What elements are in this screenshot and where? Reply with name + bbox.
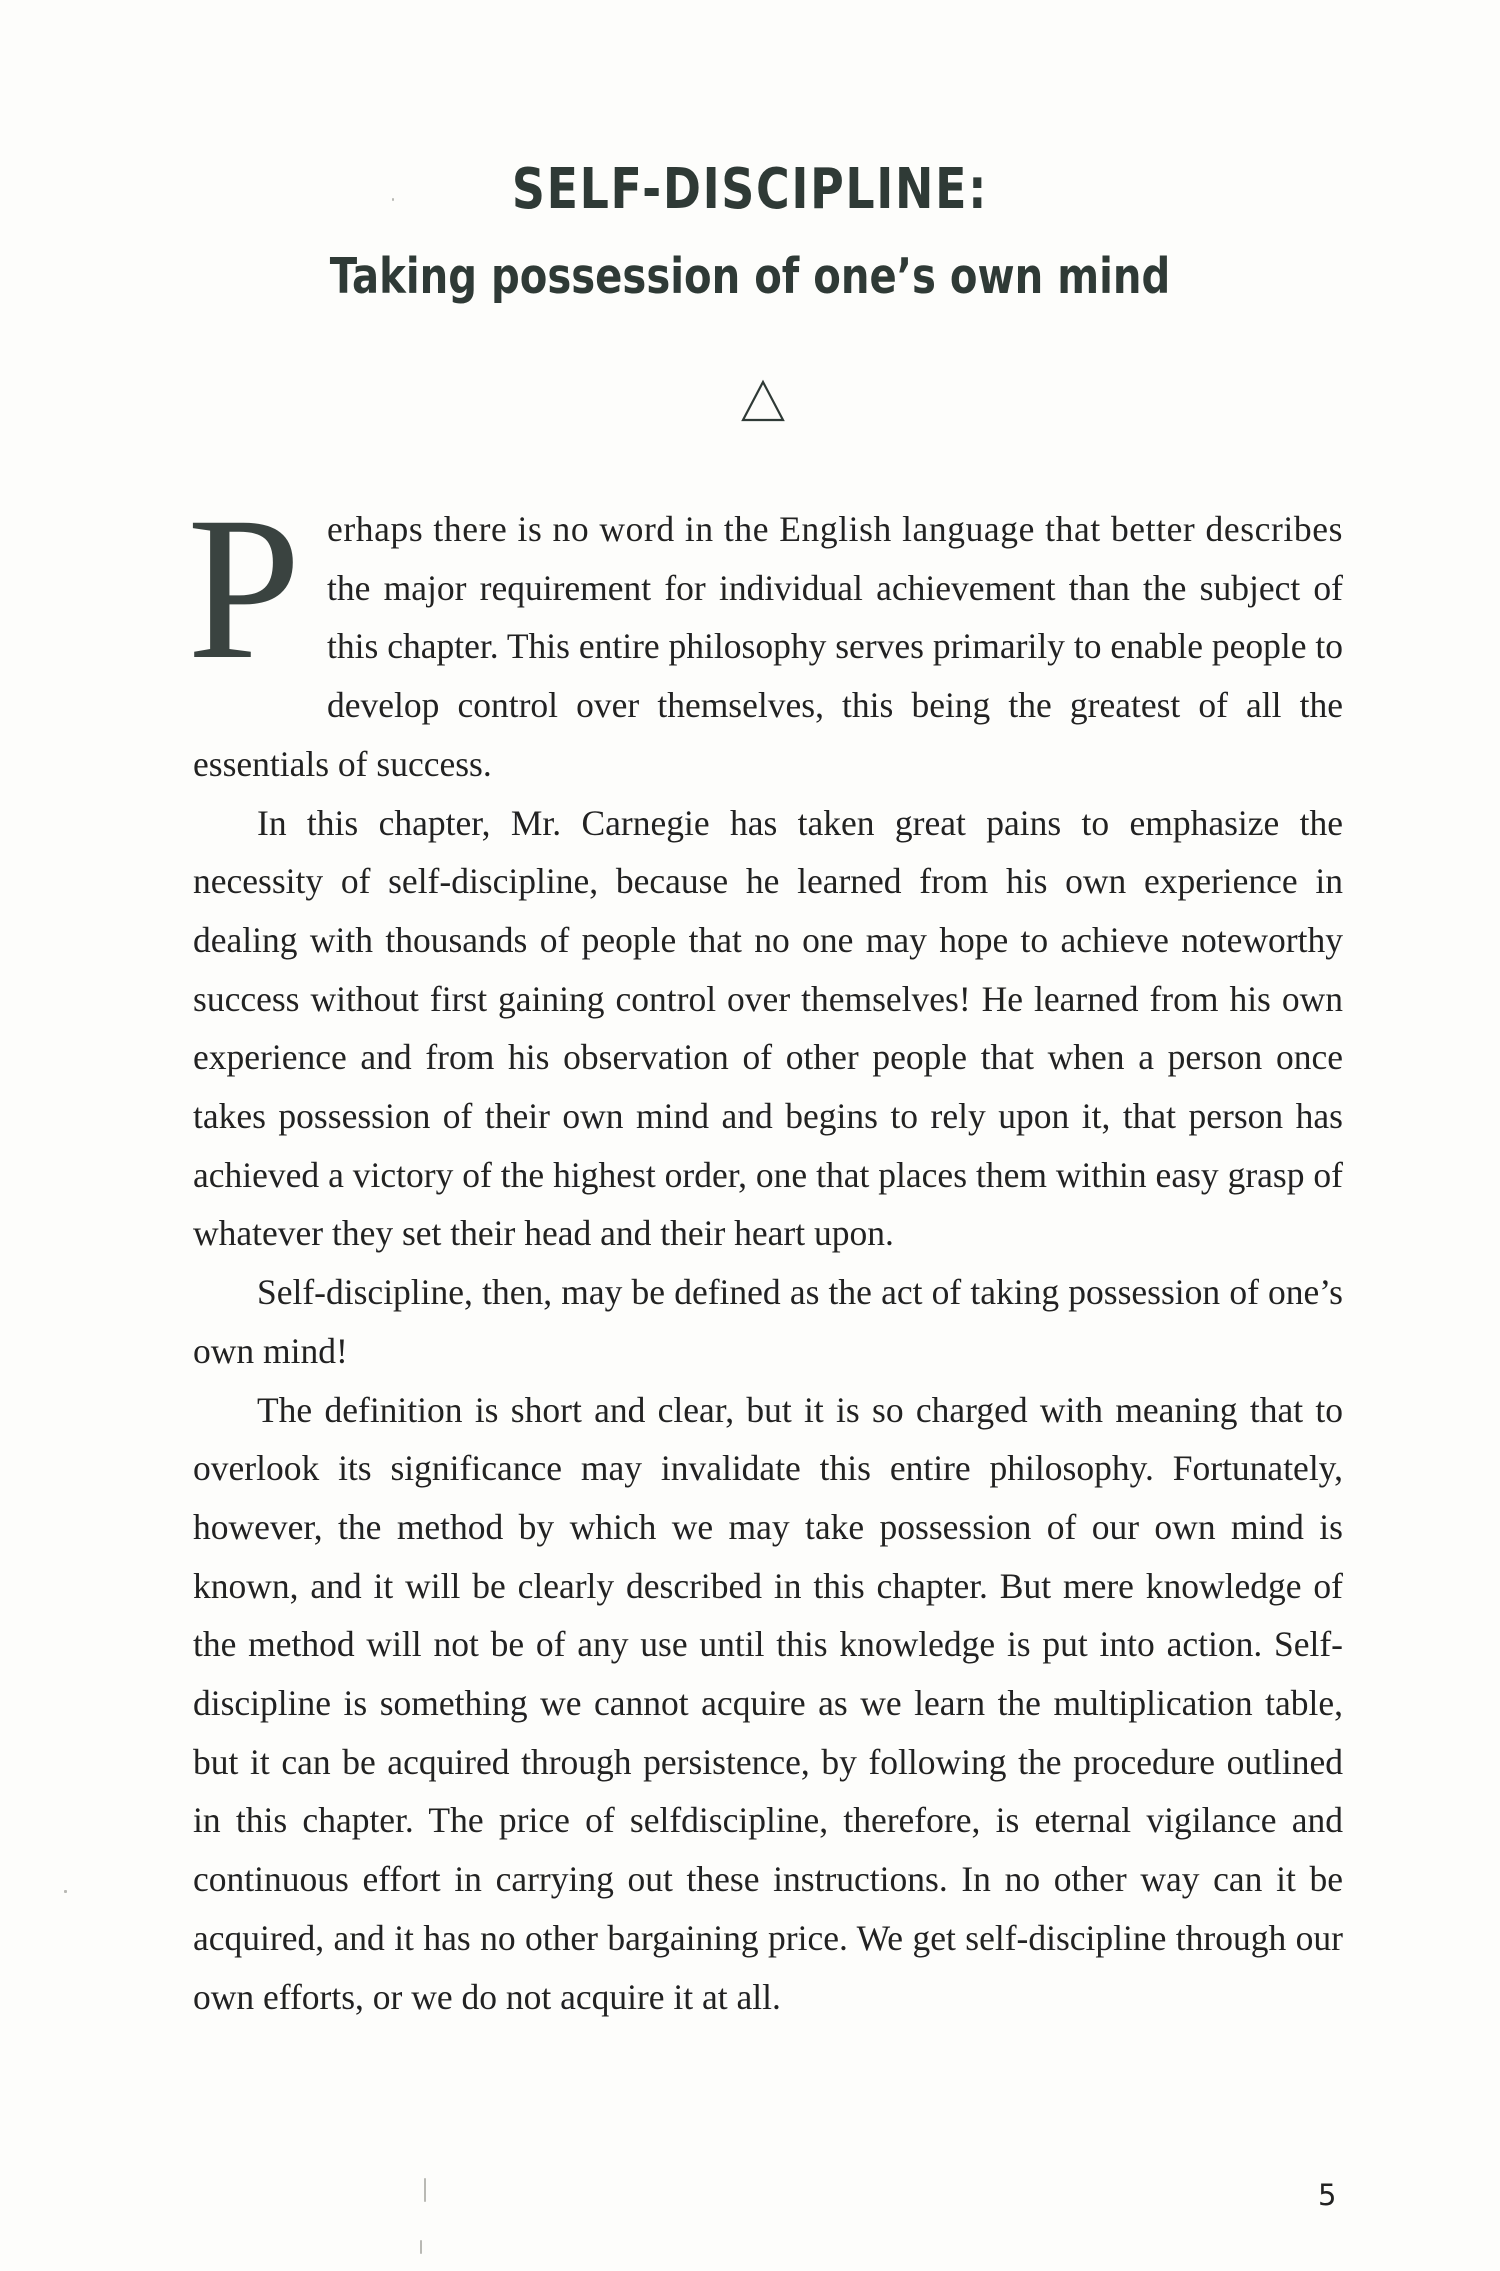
scan-speck <box>64 1890 67 1893</box>
opening-paragraph <box>187 475 1343 794</box>
chapter-title: SELF-DISCIPLINE: <box>511 157 989 222</box>
paragraph-text: erhaps there is no word in the English language that better describes the major requirement for individual achievement than the subject of this chapter. This entire philosophy serves primarily to enable people to develop control over themselves, this being the greatest of all the essentials of success. <box>193 509 1343 784</box>
paragraph: Self-discipline, then, may be defined as the act of taking possession of one’s own mind! <box>193 1272 1343 1371</box>
drop-cap: P <box>187 475 302 702</box>
paragraph: In this chapter, Mr. Carnegie has taken great pains to emphasize the necessity of self-discipline, because he learned from his own experience in dealing with thousands of people that no one may hope to achieve noteworthy success without first gaining control over themselves! He learned from his own experience and from his observation of other people that when a person once takes possession of their own mind and begins to rely upon it, that person has achieved a victory of the highest order, one that places them within easy grasp of whatever they set their head and their heart upon. <box>193 802 1343 1254</box>
scan-speck <box>392 198 394 201</box>
scan-speck <box>420 2240 422 2254</box>
page-number: 5 <box>1318 2178 1337 2212</box>
chapter-subtitle: Taking possession of one’s own mind <box>329 248 1171 305</box>
chapter-body <box>187 475 1343 2026</box>
paragraph: The definition is short and clear, but it is so charged with meaning that to overlook its significance may invalidate this entire philosophy. Fortunately, however, the method by which we may take possession of our own mind is known, and it will be clearly described in this chapter. But mere knowledge of the method will not be of any use until this knowledge is put into action. Self-discipline is something we cannot acquire as we learn the multiplication table, but it can be acquired through persistence, by following the procedure outlined in this chapter. The price of selfdiscipline, therefore, is eternal vigilance and continuous effort in carrying out these instructions. In no other way can it be acquired, and it has no other bargaining price. We get self-discipline through our own efforts, or we do not acquire it at all. <box>193 1389 1343 2017</box>
triangle-outline-icon <box>740 378 786 424</box>
scan-speck <box>424 2178 426 2202</box>
